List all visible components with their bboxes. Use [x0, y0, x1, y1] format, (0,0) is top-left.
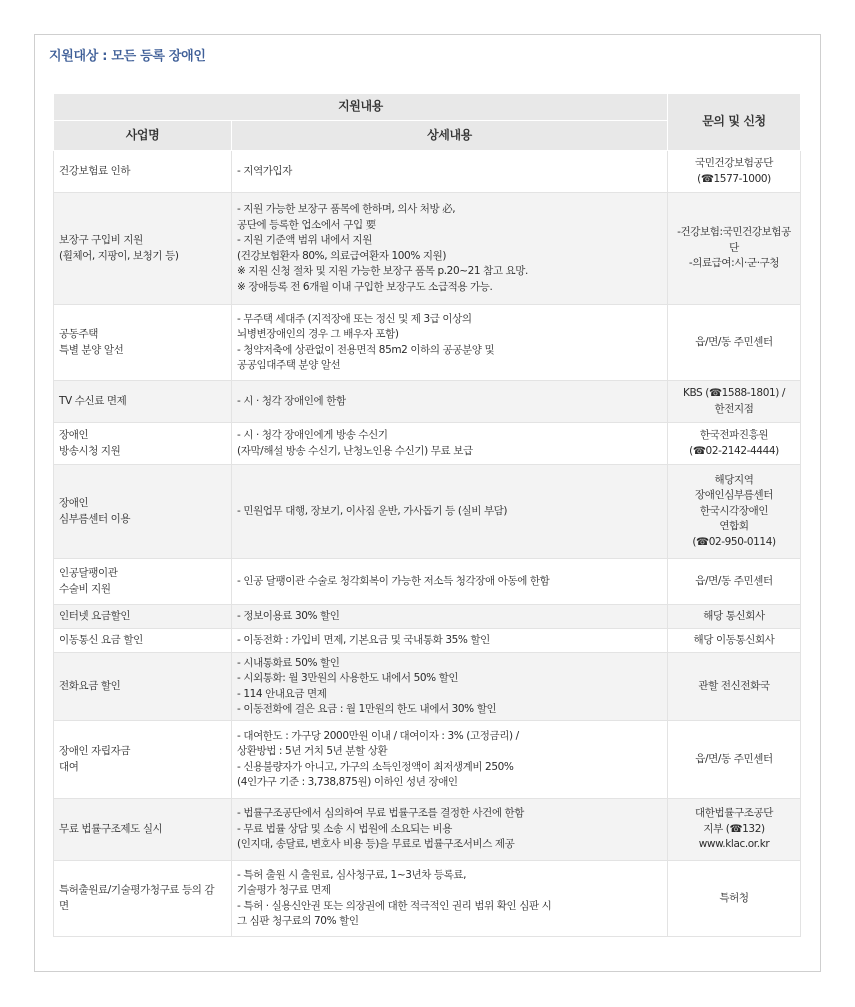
cell-line: - 이동전화에 걸은 요금 : 월 1만원의 한도 내에서 30% 할인 — [237, 703, 497, 715]
table-row — [54, 381, 801, 423]
details-cell — [232, 861, 668, 937]
cell-line: KBS (☎1588-1801) / — [682, 387, 786, 399]
table-row — [54, 305, 801, 381]
details-cell — [232, 193, 668, 305]
cell-line: 장애인심부름센터 — [695, 489, 773, 502]
table-row — [54, 629, 801, 653]
content-frame — [34, 34, 821, 972]
cell-line: 한국전파진흥원 — [699, 429, 769, 441]
program-name-cell — [54, 861, 232, 937]
cell-line: 뇌병변장애인의 경우 그 배우자 포함) — [237, 328, 399, 340]
header-contact: 문의 및 신청 — [668, 94, 801, 151]
cell-line: - 정보이용료 30% 할인 — [237, 609, 340, 622]
details-cell — [232, 653, 668, 721]
contact-cell — [668, 721, 801, 799]
cell-line: 심부름센터 이용 — [59, 512, 131, 525]
program-name-cell — [54, 653, 232, 721]
cell-line: 전화요금 할인 — [59, 679, 121, 692]
contact-cell — [668, 465, 801, 559]
cell-line: 읍/면/동 주민센터 — [695, 574, 773, 587]
cell-line: ※ 장애등록 전 6개월 이내 구입한 보장구도 소급적용 가능. — [237, 280, 493, 293]
cell-line: 특별 분양 알선 — [59, 343, 124, 356]
table-row — [54, 151, 801, 193]
cell-line: - 무료 법률 상담 및 소송 시 법원에 소요되는 비용 — [237, 822, 452, 835]
program-name-cell — [54, 423, 232, 465]
contact-cell — [668, 193, 801, 305]
cell-line: 장애인 — [59, 497, 89, 509]
cell-line: 대여 — [59, 760, 79, 773]
cell-line: (4인가구 기준 : 3,738,875원) 이하인 성년 장애인 — [237, 776, 458, 788]
cell-line: 해당지역 — [714, 473, 754, 486]
table-row — [54, 559, 801, 605]
cell-line: 장애인 자립자금 — [59, 745, 131, 757]
table-row — [54, 605, 801, 629]
cell-line: (건강보험환자 80%, 의료급여환자 100% 지원) — [237, 249, 447, 262]
cell-line: (☎1577-1000) — [697, 172, 771, 185]
details-cell — [232, 465, 668, 559]
cell-line: - 이동전화 : 가입비 면제, 기본요금 및 국내통화 35% 할인 — [237, 633, 490, 646]
cell-line: 한국시각장애인 — [699, 504, 769, 517]
cell-line: - 특허 출원 시 출원료, 심사청구료, 1~3년차 등록료, — [237, 868, 467, 881]
cell-line: ※ 지원 신청 절차 및 지원 가능한 보장구 품목 p.20~21 참고 요망. — [237, 265, 528, 277]
cell-line: 기술평가 청구료 면제 — [237, 884, 331, 896]
contact-cell — [668, 799, 801, 861]
cell-line: 이동통신 요금 할인 — [59, 633, 143, 646]
support-table — [53, 93, 801, 937]
details-cell — [232, 605, 668, 629]
table-row — [54, 465, 801, 559]
table-row — [54, 423, 801, 465]
contact-cell — [668, 151, 801, 193]
cell-line: 무료 법률구조제도 실시 — [59, 822, 163, 835]
cell-line: - 시 · 청각 장애인에게 방송 수신기 — [237, 429, 388, 441]
support-target-heading: 지원대상 : 모든 등록 장애인 — [49, 49, 206, 64]
cell-line: 장애인 — [59, 429, 89, 441]
cell-line: TV 수신료 면제 — [59, 394, 127, 407]
cell-line: -건강보험:국민건강보험공 — [677, 226, 791, 239]
table-row — [54, 721, 801, 799]
program-name-cell — [54, 381, 232, 423]
details-cell — [232, 381, 668, 423]
cell-line: 연합회 — [719, 520, 749, 533]
cell-line: 대한법률구조공단 — [695, 807, 773, 820]
program-name-cell — [54, 559, 232, 605]
cell-line: (자막/해설 방송 수신기, 난청노인용 수신기) 무료 보급 — [237, 444, 473, 457]
details-cell — [232, 305, 668, 381]
cell-line: 특허출원료/기술평가청구료 등의 감 — [59, 884, 215, 896]
cell-line: 공동주택 — [59, 328, 98, 340]
program-name-cell — [54, 721, 232, 799]
cell-line: 인터넷 요금할인 — [59, 609, 131, 622]
table-row — [54, 799, 801, 861]
details-cell — [232, 151, 668, 193]
cell-line: - 민원업무 대행, 장보기, 이사짐 운반, 가사돕기 등 (실비 부담) — [237, 504, 508, 517]
details-cell — [232, 559, 668, 605]
details-cell — [232, 423, 668, 465]
cell-line: www.klac.or.kr — [698, 838, 770, 851]
cell-line: (☎02-2142-4444) — [689, 444, 779, 457]
cell-line: 인공달팽이관 — [59, 567, 118, 579]
contact-cell — [668, 605, 801, 629]
cell-line: 상환방법 : 5년 거치 5년 분할 상환 — [237, 745, 388, 757]
cell-line: (☎02-950-0114) — [692, 535, 776, 548]
cell-line: 보장구 구입비 지원 — [59, 234, 143, 246]
header-program-name: 사업명 — [54, 121, 232, 151]
cell-line: - 시 · 청각 장애인에 한함 — [237, 394, 346, 407]
cell-line: - 지원 기준액 범위 내에서 지원 — [237, 234, 372, 246]
contact-cell — [668, 381, 801, 423]
details-cell — [232, 721, 668, 799]
program-name-cell — [54, 305, 232, 381]
cell-line: (인지대, 송달료, 변호사 비용 등)을 무료로 법률구조서비스 제공 — [237, 838, 515, 851]
cell-line: 국민건강보험공단 — [695, 157, 773, 169]
header-support-content: 지원내용 — [54, 94, 668, 121]
cell-line: 한전지점 — [714, 402, 754, 415]
cell-line: - 법률구조공단에서 심의하여 무료 법률구조를 결정한 사건에 한함 — [237, 807, 525, 820]
cell-line: 건강보험료 인하 — [59, 164, 131, 177]
cell-line: 특허청 — [719, 891, 749, 904]
contact-cell — [668, 653, 801, 721]
contact-cell — [668, 305, 801, 381]
program-name-cell — [54, 193, 232, 305]
program-name-cell — [54, 465, 232, 559]
cell-line: - 무주택 세대주 (지적장애 또는 정신 및 제 3급 이상의 — [237, 312, 472, 325]
cell-line: - 시외통화: 월 3만원의 사용한도 내에서 50% 할인 — [237, 672, 459, 684]
cell-line: - 대여한도 : 가구당 2000만원 이내 / 대여이자 : 3% (고정금리) / — [237, 729, 519, 742]
cell-line: 해당 통신회사 — [703, 609, 765, 622]
program-name-cell — [54, 151, 232, 193]
cell-line: 방송시청 지원 — [59, 444, 121, 457]
cell-line: -의료급여:시·군·구청 — [688, 257, 780, 270]
cell-line: 단 — [729, 241, 739, 254]
contact-cell — [668, 559, 801, 605]
cell-line: 읍/면/동 주민센터 — [695, 335, 773, 348]
details-cell — [232, 629, 668, 653]
cell-line: 해당 이동통신회사 — [693, 633, 775, 646]
contact-cell — [668, 629, 801, 653]
cell-line: 공공임대주택 분양 알선 — [237, 359, 341, 371]
details-cell — [232, 799, 668, 861]
cell-line: 읍/면/동 주민센터 — [695, 752, 773, 765]
cell-line: (휠체어, 지팡이, 보청기 등) — [59, 249, 179, 262]
cell-line: 수술비 지원 — [59, 582, 111, 595]
cell-line: - 지역가입자 — [237, 164, 293, 177]
table-row — [54, 861, 801, 937]
cell-line: - 인공 달팽이관 수술로 청각회복이 가능한 저소득 청각장애 아동에 한함 — [237, 574, 550, 587]
header-details: 상세내용 — [232, 121, 668, 151]
cell-line: 관할 전신전화국 — [698, 679, 770, 692]
cell-line: 그 심판 청구료의 70% 할인 — [237, 915, 359, 927]
table-row — [54, 193, 801, 305]
contact-cell — [668, 423, 801, 465]
contact-cell — [668, 861, 801, 937]
program-name-cell — [54, 629, 232, 653]
program-name-cell — [54, 605, 232, 629]
table-row — [54, 653, 801, 721]
cell-line: - 114 안내요금 면제 — [237, 687, 327, 700]
cell-line: - 신용불량자가 아니고, 가구의 소득인정액이 최저생계비 250% — [237, 760, 514, 773]
program-name-cell — [54, 799, 232, 861]
cell-line: 면 — [59, 899, 69, 912]
cell-line: - 특허 · 실용신안권 또는 의장권에 대한 적극적인 권리 범위 확인 심판 시 — [237, 899, 552, 912]
cell-line: 공단에 등록한 업소에서 구입 要 — [237, 218, 376, 231]
cell-line: - 시내통화료 50% 할인 — [237, 656, 340, 669]
cell-line: - 청약저축에 상관없이 전용면적 85m2 이하의 공공분양 및 — [237, 343, 495, 356]
cell-line: - 지원 가능한 보장구 품목에 한하며, 의사 처방 必, — [237, 203, 456, 215]
cell-line: 지부 (☎132) — [703, 822, 765, 835]
